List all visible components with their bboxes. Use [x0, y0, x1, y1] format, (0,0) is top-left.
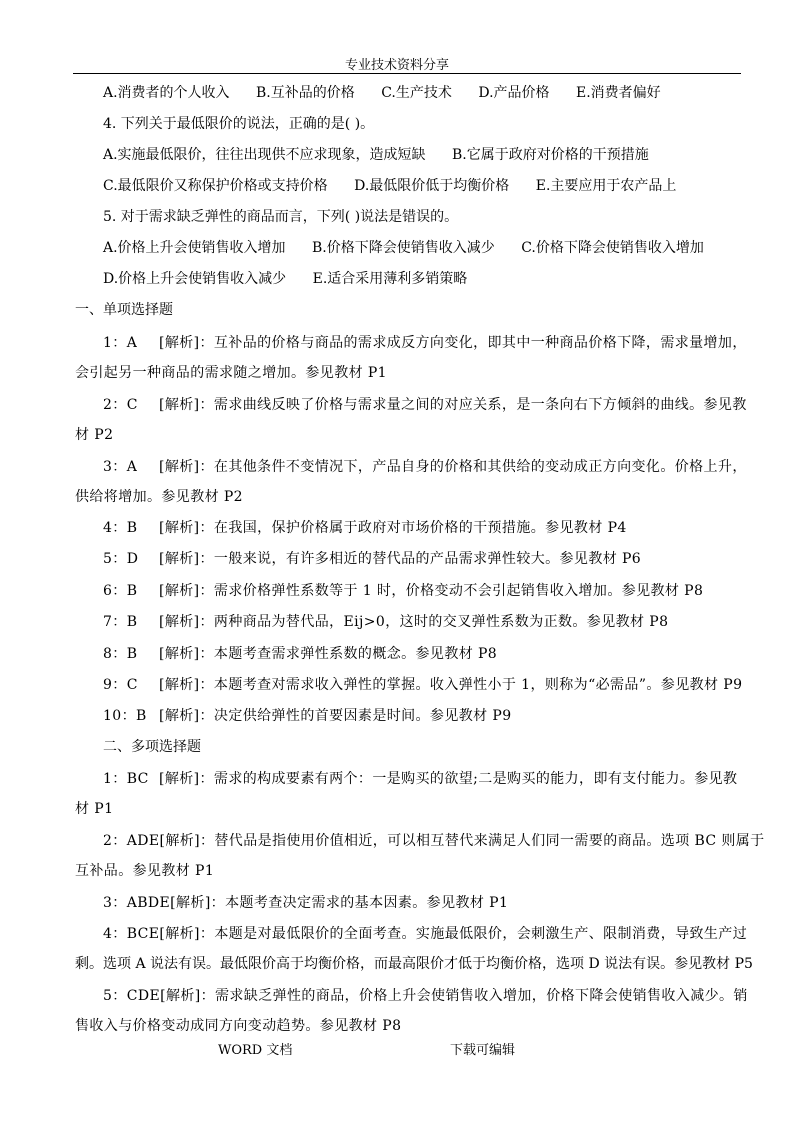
answer-explanation: [解析]：本题考查需求弹性系数的概念。参见教材 P8 — [159, 646, 498, 662]
q4-options-line2 — [103, 176, 698, 196]
section-title-multiple-choice: 二、多项选择题 — [103, 739, 201, 755]
answer-continuation: 材 P1 — [75, 801, 114, 817]
answer-explanation: [解析]：互补品的价格与商品的需求成反方向变化，即其中一种商品价格下降，需求量增加， — [159, 335, 747, 351]
option-a: A.实施最低限价，往往出现供不应求现象，造成短缺 — [103, 147, 426, 163]
answer-explanation: [解析]：本题考查对需求收入弹性的掌握。收入弹性小于 1，则称为“必需品”。参见教材 P9 — [159, 677, 743, 693]
option-b: B.它属于政府对价格的干预措施 — [452, 147, 649, 163]
answer-key: 4：B — [103, 520, 138, 536]
q5-stem: 5. 对于需求缺乏弹性的商品而言，下列( )说法是错误的。 — [103, 209, 459, 225]
page-header-title: 专业技术资料分享 — [344, 58, 449, 73]
option-c: C.生产技术 — [381, 85, 452, 101]
answer-item — [103, 675, 742, 695]
option-d: D.最低限价低于均衡价格 — [354, 178, 510, 194]
answer-explanation: [解析]：需求的构成要素有两个：一是购买的欲望;二是购买的能力，即有支付能力。参见教 — [159, 771, 738, 787]
answer-key: 1：BC — [103, 771, 149, 787]
answer-item — [103, 457, 747, 477]
answer-continuation: 售收入与价格变动成同方向变动趋势。参见教材 P8 — [75, 1018, 402, 1034]
answer-item — [103, 518, 627, 538]
q4-options-line1 — [103, 145, 671, 165]
answer-key: 4：BCE — [103, 926, 160, 942]
option-e: E.消费者偏好 — [575, 85, 661, 101]
answer-explanation: [解析]：两种商品为替代品，Eij>0，这时的交叉弹性系数为正数。参见教材 P8 — [159, 614, 669, 630]
answer-continuation: 互补品。参见教材 P1 — [75, 863, 215, 879]
answer-key: 5：D — [103, 551, 139, 567]
option-c: C.价格下降会使销售收入增加 — [521, 240, 704, 256]
answer-key: 9：C — [103, 677, 138, 693]
option-d: D.产品价格 — [478, 85, 550, 101]
answer-item — [103, 893, 508, 913]
answer-explanation: [解析]：需求价格弹性系数等于 1 时，价格变动不会引起销售收入增加。参见教材 P8 — [159, 583, 704, 599]
q5-options-line1 — [103, 238, 726, 258]
answer-item — [103, 986, 748, 1006]
answer-key: 7：B — [103, 614, 138, 630]
answer-key: 8：B — [103, 646, 138, 662]
answer-explanation: [解析]：需求缺乏弹性的商品，价格上升会使销售收入增加，价格下降会使销售收入减少。销 — [160, 988, 748, 1004]
section-title-single-choice: 一、单项选择题 — [75, 302, 173, 318]
option-b: B.价格下降会使销售收入减少 — [312, 240, 495, 256]
option-d: D.价格上升会使销售收入减少 — [103, 271, 287, 287]
footer-left-label: WORD 文档 — [218, 1043, 293, 1058]
answer-continuation: 剩。选项 A 说法有误。最低限价高于均衡价格，而最高限价才低于均衡价格，选项 D 说法有误。参见教材 P5 — [75, 956, 753, 972]
option-a: A.价格上升会使销售收入增加 — [103, 240, 286, 256]
q4-stem: 4. 下列关于最低限价的说法，正确的是( )。 — [103, 116, 375, 132]
option-e: E.主要应用于农产品上 — [535, 178, 677, 194]
option-c: C.最低限价又称保护价格或支持价格 — [103, 178, 328, 194]
answer-item — [103, 831, 765, 851]
answer-explanation: [解析]：需求曲线反映了价格与需求量之间的对应关系，是一条向右下方倾斜的曲线。参见教 — [159, 397, 747, 413]
q5-options-line2 — [103, 269, 489, 289]
q3-options — [103, 83, 683, 103]
answer-item — [103, 549, 641, 569]
answer-continuation: 会引起另一种商品的需求随之增加。参见教材 P1 — [75, 365, 387, 381]
answer-continuation: 材 P2 — [75, 427, 114, 443]
footer-right-label: 下载可编辑 — [450, 1043, 516, 1058]
answer-key: 6：B — [103, 583, 138, 599]
answer-explanation: [解析]：本题考查决定需求的基本因素。参见教材 P1 — [170, 895, 509, 911]
answer-item — [103, 924, 747, 944]
answer-item — [103, 581, 703, 601]
answer-item — [103, 612, 668, 632]
answer-key: 5：CDE — [103, 988, 161, 1004]
answer-explanation: [解析]：一般来说，有许多相近的替代品的产品需求弹性较大。参见教材 P6 — [159, 551, 642, 567]
answer-explanation: [解析]：决定供给弹性的首要因素是时间。参见教材 P9 — [159, 708, 512, 724]
answer-key: 3：A — [103, 459, 138, 475]
option-e: E.适合采用薄利多销策略 — [312, 271, 468, 287]
answer-explanation: [解析]：替代品是指使用价值相近，可以相互替代来满足人们同一需要的商品。选项 BC 则属于 — [159, 833, 765, 849]
answer-explanation: [解析]：在我国，保护价格属于政府对市场价格的干预措施。参见教材 P4 — [159, 520, 627, 536]
answer-item — [103, 769, 737, 789]
answer-item — [103, 644, 497, 664]
answer-key: 1：A — [103, 335, 138, 351]
answer-key: 3：ABDE — [103, 895, 171, 911]
answer-key: 10：B — [103, 708, 147, 724]
answer-item — [103, 395, 747, 415]
answer-item — [103, 333, 747, 353]
answer-key: 2：ADE — [103, 833, 160, 849]
header-divider — [73, 73, 741, 74]
answer-continuation: 供给将增加。参见教材 P2 — [75, 489, 243, 505]
answer-explanation: [解析]：本题是对最低限价的全面考查。实施最低限价，会刺激生产、限制消费，导致生产过 — [159, 926, 748, 942]
option-b: B.互补品的价格 — [256, 85, 355, 101]
answer-item — [103, 706, 512, 726]
answer-key: 2：C — [103, 397, 138, 413]
option-a: A.消费者的个人收入 — [103, 85, 230, 101]
answer-explanation: [解析]：在其他条件不变情况下，产品自身的价格和其供给的变动成正方向变化。价格上升， — [159, 459, 747, 475]
